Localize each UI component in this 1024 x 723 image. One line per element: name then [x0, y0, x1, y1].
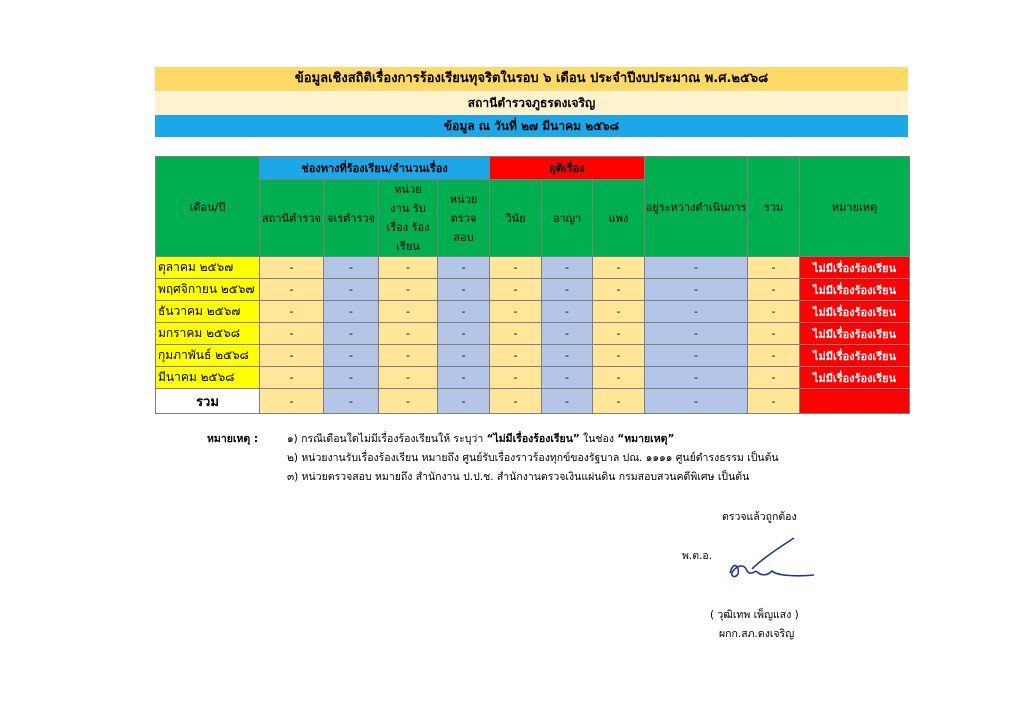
total-cell: -: [593, 389, 645, 414]
signer-name: ( วุฒิเทพ เพ็ญแสง ): [710, 609, 799, 621]
row-month: ธันวาคม ๒๕๖๗: [156, 301, 260, 323]
row-remark: ไม่มีเรื่องร้องเรียน: [800, 323, 910, 345]
cell: -: [324, 301, 379, 323]
cell: -: [645, 345, 748, 367]
total-cell: -: [260, 389, 324, 414]
total-label: รวม: [156, 389, 260, 414]
cell: -: [438, 279, 490, 301]
table-row: [156, 345, 910, 367]
cell: -: [438, 323, 490, 345]
note-1: [287, 430, 779, 449]
col-header-in-progress: อยู่ระหว่างดำเนินการ: [645, 157, 748, 257]
row-month: ตุลาคม ๒๕๖๗: [156, 257, 260, 279]
cell: -: [379, 367, 438, 389]
col-header-month: เดือน/ปี: [156, 157, 260, 257]
note-1-quote-remark: “หมายเหตุ”: [617, 433, 675, 445]
note-2: ๒) หน่วยงานรับเรื่องร้องเรียน หมายถึง ศูนย์รับเรื่องราวร้องทุกข์ของรัฐบาล ปณ. ๑๑๑๑ ศูนย์ดำรงธรรม เป็นต้น: [287, 452, 779, 464]
cell: -: [645, 323, 748, 345]
cell: -: [748, 301, 800, 323]
cell: -: [645, 301, 748, 323]
note-3: ๓) หน่วยตรวจสอบ หมายถึง สำนักงาน ป.ป.ช. สำนักงานตรวจเงินแผ่นดิน กรมสอบสวนคดีพิเศษ เป็นต้น: [287, 471, 750, 483]
total-cell: -: [748, 389, 800, 414]
cell: -: [593, 257, 645, 279]
cell: -: [260, 367, 324, 389]
total-row: [156, 389, 910, 414]
cell: -: [748, 323, 800, 345]
complaint-statistics-table: [155, 156, 910, 414]
col-header-police-station: สถานีตำรวจ: [260, 180, 324, 257]
cell: -: [324, 279, 379, 301]
note-1-text: ๑) กรณีเดือนใดไม่มีเรื่องร้องเรียนให้ ระบุว่า: [287, 433, 487, 445]
data-as-of-date: ข้อมูล ณ วันที่ ๒๗ มีนาคม ๒๕๖๘: [155, 115, 908, 137]
cell: -: [379, 323, 438, 345]
cell: -: [542, 279, 593, 301]
col-header-criminal: อาญา: [542, 180, 593, 257]
row-remark: ไม่มีเรื่องร้องเรียน: [800, 345, 910, 367]
cell: -: [645, 367, 748, 389]
cell: -: [260, 279, 324, 301]
row-remark: ไม่มีเรื่องร้องเรียน: [800, 257, 910, 279]
cell: -: [748, 367, 800, 389]
certified-label: ตรวจแล้วถูกต้อง: [722, 511, 797, 523]
cell: -: [324, 367, 379, 389]
cell: -: [379, 301, 438, 323]
col-header-audit-agency: หน่วย ตรวจสอบ: [438, 180, 490, 257]
cell: -: [593, 279, 645, 301]
rank-label: พ.ต.อ.: [682, 550, 713, 562]
cell: -: [542, 323, 593, 345]
total-cell: -: [645, 389, 748, 414]
cell: -: [490, 323, 542, 345]
cell: -: [379, 257, 438, 279]
cell: -: [438, 367, 490, 389]
total-cell: -: [542, 389, 593, 414]
total-cell: -: [379, 389, 438, 414]
cell: -: [542, 367, 593, 389]
total-cell: -: [490, 389, 542, 414]
report-title: ข้อมูลเชิงสถิติเรื่องการร้องเรียนทุจริตในรอบ ๖ เดือน ประจำปีงบประมาณ พ.ศ.๒๕๖๘: [155, 67, 908, 91]
cell: -: [438, 345, 490, 367]
col-header-civil: แพ่ง: [593, 180, 645, 257]
row-month: พฤศจิกายน ๒๕๖๗: [156, 279, 260, 301]
cell: -: [542, 345, 593, 367]
cell: -: [593, 367, 645, 389]
cell: -: [260, 345, 324, 367]
cell: -: [748, 279, 800, 301]
total-cell: -: [324, 389, 379, 414]
row-remark: ไม่มีเรื่องร้องเรียน: [800, 279, 910, 301]
col-header-total: รวม: [748, 157, 800, 257]
cell: -: [324, 257, 379, 279]
cell: -: [438, 301, 490, 323]
cell: -: [593, 323, 645, 345]
cell: -: [490, 345, 542, 367]
total-cell: -: [438, 389, 490, 414]
cell: -: [324, 345, 379, 367]
col-header-discipline: วินัย: [490, 180, 542, 257]
col-header-complaint-agency: หน่วยงาน รับเรื่อง ร้องเรียน: [379, 180, 438, 257]
cell: -: [260, 257, 324, 279]
total-remark: [800, 389, 910, 414]
row-month: กุมภาพันธ์ ๒๕๖๘: [156, 345, 260, 367]
notes-label: หมายเหตุ :: [207, 433, 259, 445]
table-row: [156, 301, 910, 323]
row-remark: ไม่มีเรื่องร้องเรียน: [800, 301, 910, 323]
cell: -: [748, 257, 800, 279]
station-name: สถานีตำรวจภูธรดงเจริญ: [155, 92, 908, 114]
note-1-quote: “ไม่มีเรื่องร้องเรียน”: [486, 433, 580, 445]
table-row: [156, 279, 910, 301]
group-header-terminated: ยุติเรื่อง: [490, 157, 645, 180]
cell: -: [490, 279, 542, 301]
signature-image: [722, 535, 822, 585]
cell: -: [438, 257, 490, 279]
row-month: มกราคม ๒๕๖๘: [156, 323, 260, 345]
table-row: [156, 323, 910, 345]
cell: -: [542, 257, 593, 279]
group-header-channels: ช่องทางที่ร้องเรียน/จำนวนเรื่อง: [260, 157, 490, 180]
col-header-police-inspector: จเรตำรวจ: [324, 180, 379, 257]
col-header-remark: หมายเหตุ: [800, 157, 910, 257]
cell: -: [748, 345, 800, 367]
row-month: มีนาคม ๒๕๖๘: [156, 367, 260, 389]
cell: -: [593, 301, 645, 323]
row-remark: ไม่มีเรื่องร้องเรียน: [800, 367, 910, 389]
cell: -: [542, 301, 593, 323]
cell: -: [260, 301, 324, 323]
table-row: [156, 367, 910, 389]
note-1-mid: ในช่อง: [579, 433, 618, 445]
cell: -: [324, 323, 379, 345]
table-row: [156, 257, 910, 279]
cell: -: [260, 323, 324, 345]
cell: -: [379, 279, 438, 301]
cell: -: [490, 301, 542, 323]
cell: -: [490, 257, 542, 279]
cell: -: [593, 345, 645, 367]
signer-position: ผกก.สภ.ดงเจริญ: [719, 628, 795, 640]
cell: -: [379, 345, 438, 367]
cell: -: [490, 367, 542, 389]
cell: -: [645, 279, 748, 301]
cell: -: [645, 257, 748, 279]
